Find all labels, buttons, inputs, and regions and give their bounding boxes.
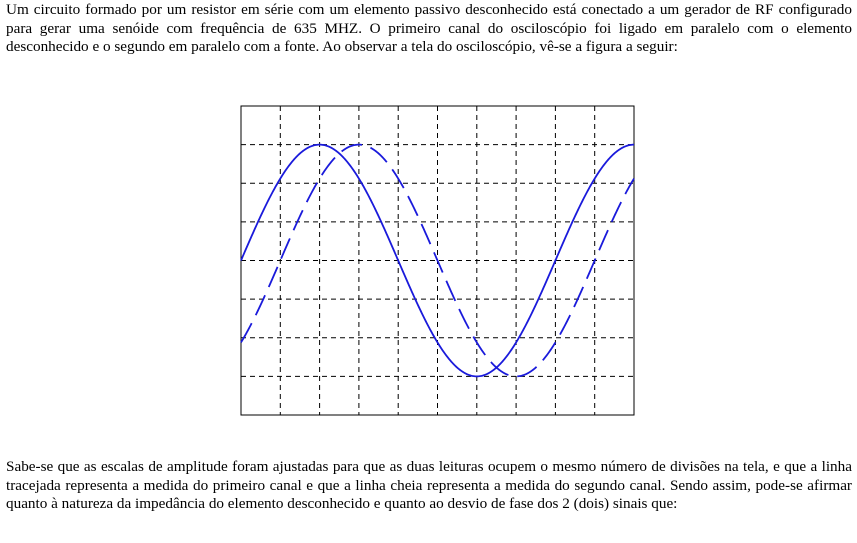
question-followup-text: Sabe-se que as escalas de amplitude foram ajustadas para que as duas leituras ocupem o mesmo número de divisões na tela, e que a linha tracejada representa a medida do primeiro canal e que a linha cheia representa a medida do segundo canal. Sendo assim, pode-se afirmar quanto à natureza da impedância do elemento desconhecido e quanto ao desvio de fase dos 2 (dois) sinais que: [6, 458, 852, 513]
oscilloscope-screen [240, 105, 636, 417]
question-intro-text: Um circuito formado por um resistor em série com um elemento passivo desconhecido está conectado a um gerador de RF configurado para gerar uma senóide com frequência de 635 MHZ. O primeiro canal do osciloscópio foi ligado em paralelo com o elemento desconhecido e o segundo em paralelo com a fonte. Ao observar a tela do osciloscópio, vê-se a figura a seguir: [6, 1, 852, 56]
